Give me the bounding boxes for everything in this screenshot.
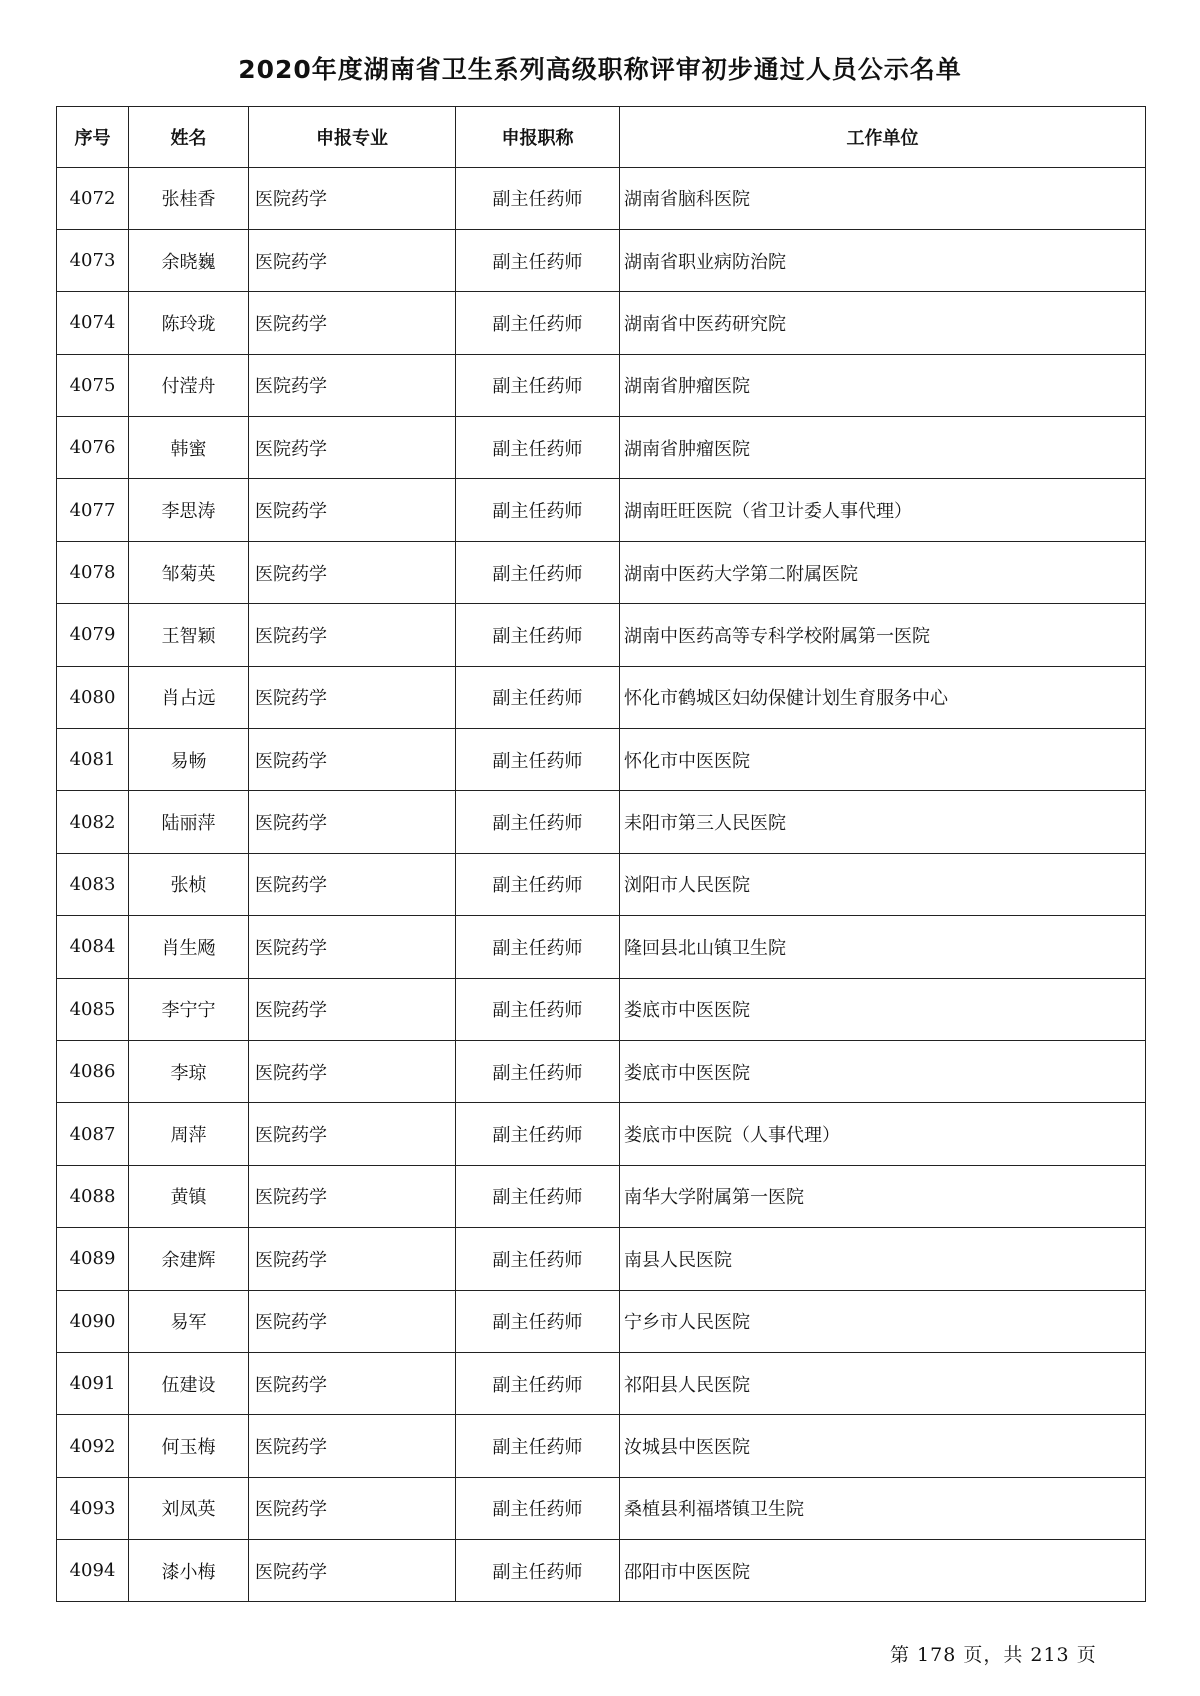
cell-number: 4082 [57, 791, 129, 853]
table-row [57, 1290, 1146, 1352]
cell-title: 副主任药师 [456, 1540, 620, 1602]
cell-title: 副主任药师 [456, 916, 620, 978]
cell-name: 付滢舟 [129, 354, 249, 416]
cell-number: 4080 [57, 666, 129, 728]
cell-unit: 祁阳县人民医院 [620, 1352, 1146, 1414]
table-row [57, 1477, 1146, 1539]
cell-major: 医院药学 [249, 604, 456, 666]
column-header-number: 序号 [57, 107, 129, 168]
cell-title: 副主任药师 [456, 417, 620, 479]
cell-name: 韩蜜 [129, 417, 249, 479]
cell-unit: 湖南中医药高等专科学校附属第一医院 [620, 604, 1146, 666]
page-title: 2020年度湖南省卫生系列高级职称评审初步通过人员公示名单 [238, 55, 962, 84]
cell-number: 4088 [57, 1165, 129, 1227]
cell-title: 副主任药师 [456, 853, 620, 915]
cell-major: 医院药学 [249, 1415, 456, 1477]
cell-major: 医院药学 [249, 229, 456, 291]
table-row [57, 729, 1146, 791]
table-body [57, 167, 1146, 1602]
cell-major: 医院药学 [249, 1290, 456, 1352]
cell-number: 4087 [57, 1103, 129, 1165]
table-row [57, 1415, 1146, 1477]
cell-name: 李琼 [129, 1040, 249, 1102]
column-header-name: 姓名 [129, 107, 249, 168]
cell-number: 4092 [57, 1415, 129, 1477]
cell-title: 副主任药师 [456, 167, 620, 229]
cell-title: 副主任药师 [456, 729, 620, 791]
cell-name: 黄镇 [129, 1165, 249, 1227]
table-row [57, 354, 1146, 416]
cell-unit: 湖南旺旺医院（省卫计委人事代理） [620, 479, 1146, 541]
personnel-table [56, 106, 1146, 1602]
table-header-row [57, 107, 1146, 168]
cell-title: 副主任药师 [456, 666, 620, 728]
cell-title: 副主任药师 [456, 541, 620, 603]
column-header-major: 申报专业 [249, 107, 456, 168]
cell-number: 4094 [57, 1540, 129, 1602]
cell-unit: 娄底市中医医院 [620, 978, 1146, 1040]
cell-title: 副主任药师 [456, 1103, 620, 1165]
cell-number: 4077 [57, 479, 129, 541]
cell-number: 4083 [57, 853, 129, 915]
cell-title: 副主任药师 [456, 978, 620, 1040]
cell-number: 4081 [57, 729, 129, 791]
cell-number: 4078 [57, 541, 129, 603]
table-row [57, 479, 1146, 541]
cell-unit: 湖南省职业病防治院 [620, 229, 1146, 291]
cell-unit: 湖南省中医药研究院 [620, 292, 1146, 354]
cell-title: 副主任药师 [456, 1165, 620, 1227]
cell-unit: 宁乡市人民医院 [620, 1290, 1146, 1352]
cell-unit: 娄底市中医医院 [620, 1040, 1146, 1102]
cell-name: 李宁宁 [129, 978, 249, 1040]
cell-number: 4086 [57, 1040, 129, 1102]
cell-number: 4073 [57, 229, 129, 291]
table-row [57, 853, 1146, 915]
cell-title: 副主任药师 [456, 1228, 620, 1290]
cell-name: 张桢 [129, 853, 249, 915]
cell-number: 4072 [57, 167, 129, 229]
cell-name: 余晓巍 [129, 229, 249, 291]
table-row [57, 292, 1146, 354]
cell-unit: 耒阳市第三人民医院 [620, 791, 1146, 853]
cell-name: 李思涛 [129, 479, 249, 541]
cell-major: 医院药学 [249, 853, 456, 915]
cell-unit: 浏阳市人民医院 [620, 853, 1146, 915]
cell-major: 医院药学 [249, 1165, 456, 1227]
cell-major: 医院药学 [249, 729, 456, 791]
cell-name: 易军 [129, 1290, 249, 1352]
column-header-unit: 工作单位 [620, 107, 1146, 168]
cell-unit: 隆回县北山镇卫生院 [620, 916, 1146, 978]
cell-number: 4090 [57, 1290, 129, 1352]
page-footer: 第 178 页，共 213 页 [890, 1644, 1097, 1666]
column-header-title: 申报职称 [456, 107, 620, 168]
cell-unit: 湖南省肿瘤医院 [620, 417, 1146, 479]
cell-name: 肖生飏 [129, 916, 249, 978]
cell-unit: 南县人民医院 [620, 1228, 1146, 1290]
table-row [57, 666, 1146, 728]
cell-title: 副主任药师 [456, 1477, 620, 1539]
cell-major: 医院药学 [249, 1352, 456, 1414]
cell-unit: 怀化市鹤城区妇幼保健计划生育服务中心 [620, 666, 1146, 728]
cell-name: 张桂香 [129, 167, 249, 229]
cell-unit: 湖南省肿瘤医院 [620, 354, 1146, 416]
table-row [57, 916, 1146, 978]
cell-unit: 怀化市中医医院 [620, 729, 1146, 791]
cell-number: 4074 [57, 292, 129, 354]
cell-name: 漆小梅 [129, 1540, 249, 1602]
cell-major: 医院药学 [249, 791, 456, 853]
table-row [57, 1228, 1146, 1290]
cell-title: 副主任药师 [456, 1290, 620, 1352]
cell-major: 医院药学 [249, 1228, 456, 1290]
table-row [57, 1040, 1146, 1102]
cell-name: 陆丽萍 [129, 791, 249, 853]
cell-name: 刘凤英 [129, 1477, 249, 1539]
cell-major: 医院药学 [249, 167, 456, 229]
cell-name: 周萍 [129, 1103, 249, 1165]
cell-major: 医院药学 [249, 1040, 456, 1102]
cell-title: 副主任药师 [456, 229, 620, 291]
table-row [57, 1540, 1146, 1602]
table-row [57, 1352, 1146, 1414]
cell-name: 王智颖 [129, 604, 249, 666]
cell-unit: 湖南省脑科医院 [620, 167, 1146, 229]
cell-unit: 娄底市中医院（人事代理） [620, 1103, 1146, 1165]
cell-title: 副主任药师 [456, 1415, 620, 1477]
cell-unit: 湖南中医药大学第二附属医院 [620, 541, 1146, 603]
cell-number: 4084 [57, 916, 129, 978]
cell-major: 医院药学 [249, 354, 456, 416]
cell-major: 医院药学 [249, 292, 456, 354]
table-row [57, 229, 1146, 291]
cell-unit: 邵阳市中医医院 [620, 1540, 1146, 1602]
table-row [57, 978, 1146, 1040]
cell-major: 医院药学 [249, 916, 456, 978]
cell-major: 医院药学 [249, 417, 456, 479]
cell-title: 副主任药师 [456, 604, 620, 666]
cell-major: 医院药学 [249, 666, 456, 728]
cell-major: 医院药学 [249, 479, 456, 541]
cell-number: 4076 [57, 417, 129, 479]
cell-major: 医院药学 [249, 1103, 456, 1165]
cell-title: 副主任药师 [456, 791, 620, 853]
cell-title: 副主任药师 [456, 292, 620, 354]
cell-title: 副主任药师 [456, 354, 620, 416]
cell-number: 4091 [57, 1352, 129, 1414]
cell-name: 肖占远 [129, 666, 249, 728]
cell-major: 医院药学 [249, 541, 456, 603]
table-row [57, 167, 1146, 229]
table-row [57, 791, 1146, 853]
cell-name: 邹菊英 [129, 541, 249, 603]
cell-number: 4093 [57, 1477, 129, 1539]
cell-number: 4085 [57, 978, 129, 1040]
cell-title: 副主任药师 [456, 1040, 620, 1102]
cell-name: 伍建设 [129, 1352, 249, 1414]
table-row [57, 541, 1146, 603]
cell-unit: 南华大学附属第一医院 [620, 1165, 1146, 1227]
cell-unit: 汝城县中医医院 [620, 1415, 1146, 1477]
cell-number: 4089 [57, 1228, 129, 1290]
table-row [57, 604, 1146, 666]
cell-name: 余建辉 [129, 1228, 249, 1290]
cell-number: 4075 [57, 354, 129, 416]
cell-major: 医院药学 [249, 1477, 456, 1539]
cell-major: 医院药学 [249, 1540, 456, 1602]
table-row [57, 417, 1146, 479]
cell-title: 副主任药师 [456, 1352, 620, 1414]
cell-name: 何玉梅 [129, 1415, 249, 1477]
cell-title: 副主任药师 [456, 479, 620, 541]
cell-name: 易畅 [129, 729, 249, 791]
cell-unit: 桑植县利福塔镇卫生院 [620, 1477, 1146, 1539]
table-row [57, 1165, 1146, 1227]
table-row [57, 1103, 1146, 1165]
cell-major: 医院药学 [249, 978, 456, 1040]
cell-name: 陈玲珑 [129, 292, 249, 354]
cell-number: 4079 [57, 604, 129, 666]
